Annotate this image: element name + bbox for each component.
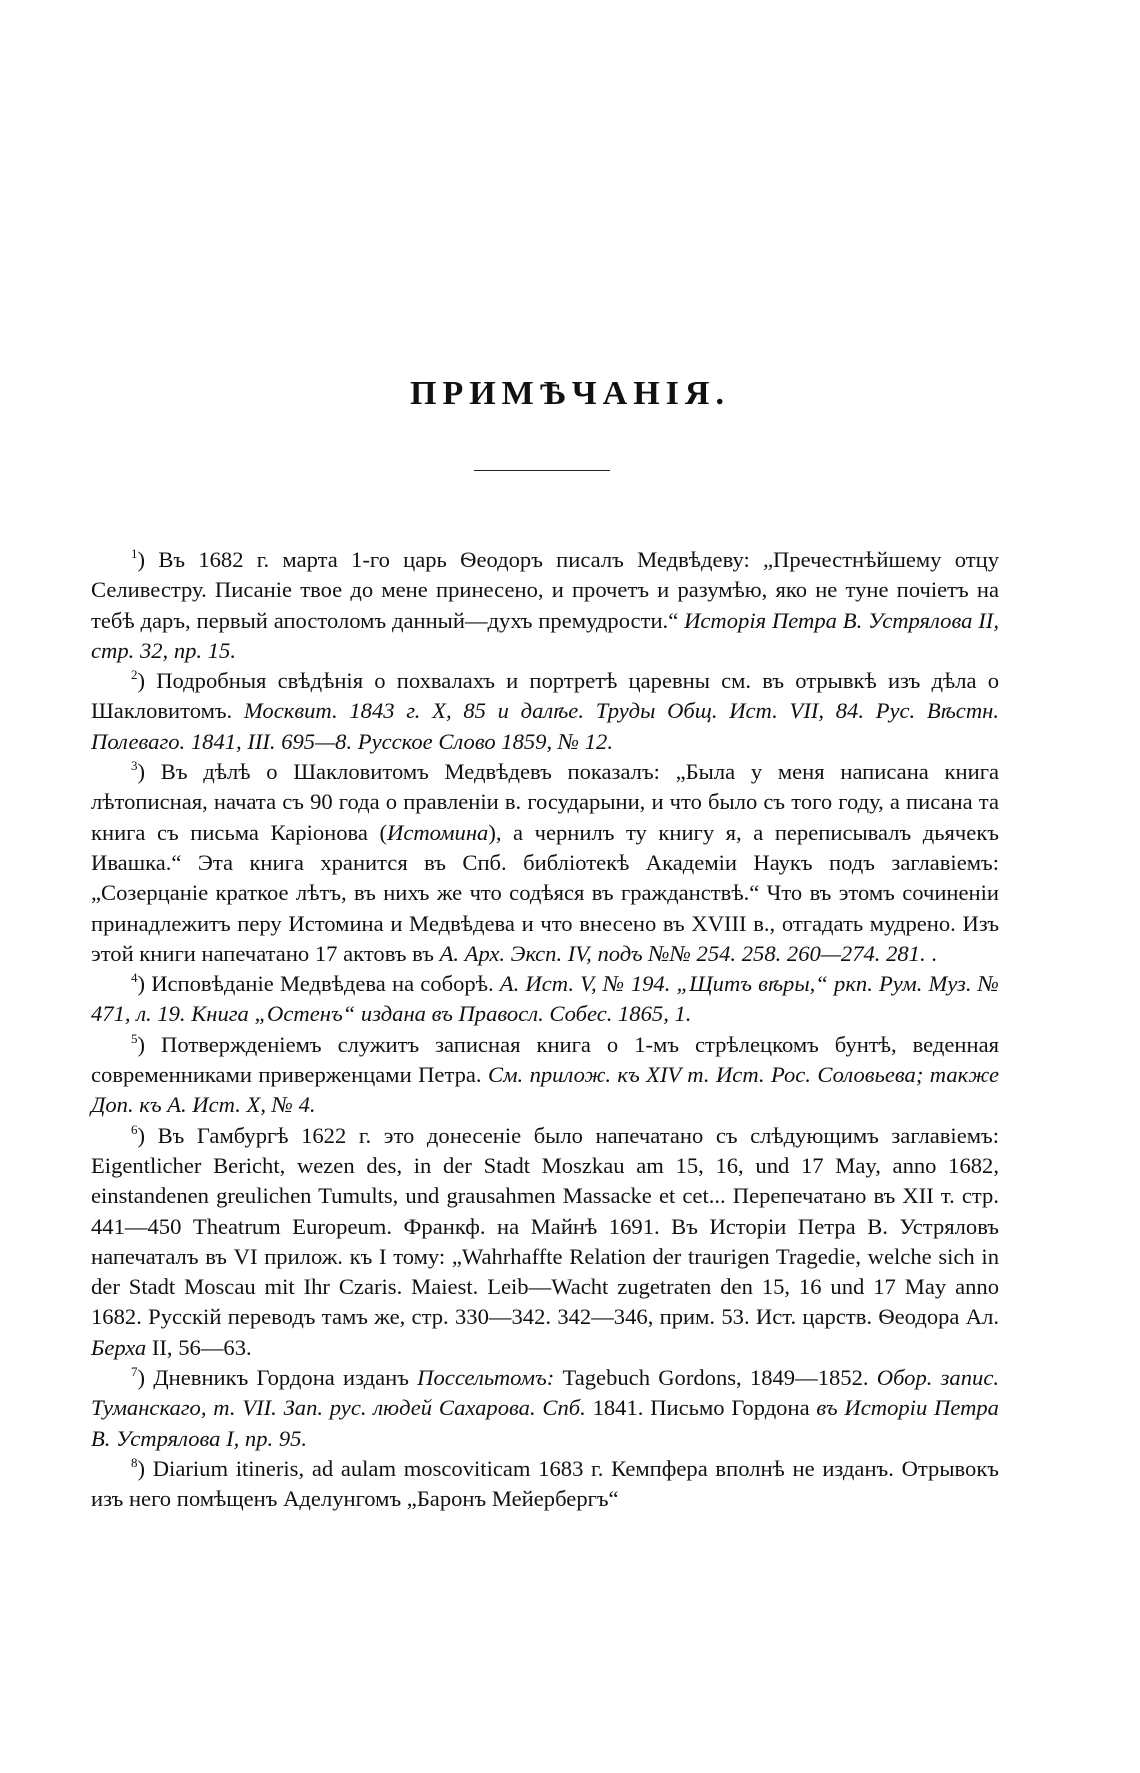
note-2-marker: 2 [131, 667, 138, 683]
note-8 [91, 1454, 999, 1515]
note-4-text: Исповѣданіе Медвѣдева на соборѣ. [151, 971, 500, 997]
note-3-marker-paren: ) [137, 759, 146, 785]
note-1-citation: Исторія Петра В. Устрялова II, стр. 32, пр. 15. [91, 607, 999, 663]
note-8-marker-paren: ) [137, 1455, 146, 1481]
note-7 [91, 1363, 999, 1454]
note-5-marker: 5 [131, 1030, 138, 1046]
note-2-text: Подробныя свѣдѣнія о похвалахъ и портретѣ царевны см. въ отрывкѣ изъ дѣла о Шакловитомъ. [91, 668, 999, 724]
note-7-text-c: 1841. Письмо Гордона [585, 1395, 817, 1421]
note-1-marker: 1 [131, 546, 138, 561]
note-7-text-a: Дневникъ Гордона изданъ [153, 1365, 418, 1391]
note-7-editor: Поссельтомъ: [417, 1365, 555, 1391]
note-2-marker-paren: ) [137, 668, 146, 694]
note-3-citation: А. Арх. Эксп. IV, подъ №№ 254. 258. 260—274. 281. [439, 940, 926, 966]
note-3 [91, 757, 999, 969]
note-6 [91, 1121, 999, 1363]
note-7-citation-a: Обор. запис. Туманскаго, т. VII. Зап. рус. людей Сахарова. Спб. [91, 1365, 999, 1421]
note-1-text: Въ 1682 г. марта 1-го царь Ѳеодоръ писалъ Медвѣдеву: „Пречестнѣйшему отцу Селивестру. Писаніе твое до мене принесено, и прочетъ и разумѣю, яко не туне почіетъ на тебѣ даръ, первый апостоломъ данный—духъ премудрости.“ [91, 547, 999, 633]
page-title: ПРИМѢЧАНІЯ. [410, 375, 730, 412]
note-3-text-b: ), а чернилъ ту книгу я, а переписывалъ дьячекъ Ивашка.“ Эта книга хранится въ Спб. библіотекѣ Академіи Наукъ подъ заглавіемъ: „Созерцаніе краткое лѣтъ, въ нихъ же что содѣяся въ гражданствѣ.“ Что въ этомъ сочиненіи принадлежитъ перу Истомина и Медвѣдева и что внесено въ XVIII в., отгадать мудрено. Изъ этой книги напечатано 17 актовъ въ [91, 819, 999, 966]
notes-list [91, 545, 999, 1515]
note-7-marker: 7 [131, 1364, 138, 1380]
note-3-name: Истомина [387, 819, 489, 845]
note-5-citation: См. прилож. къ XIV т. Ист. Рос. Соловьева; также Доп. къ А. Ист. X, № 4. [91, 1062, 999, 1118]
note-5-text: Потвержденіемъ служитъ записная книга о 1-мъ стрѣлецкомъ бунтѣ, веденная современниками приверженцами Петра. [91, 1031, 999, 1088]
note-5 [91, 1030, 999, 1121]
note-7-citation-b: въ Исторіи Петра В. Устрялова I, пр. 95. [91, 1395, 999, 1451]
note-6-text-b: II, 56—63. [146, 1334, 252, 1360]
note-1-marker-paren: ) [137, 547, 146, 572]
note-4-marker: 4 [131, 970, 138, 986]
note-2 [91, 666, 999, 757]
note-8-text: Diarium itineris, ad aulam moscoviticam 1683 г. Кемпфера вполнѣ не изданъ. Отрывокъ изъ него помѣщенъ Аделунгомъ „Баронъ Мейербергъ“ [91, 1455, 999, 1512]
note-5-marker-paren: ) [137, 1031, 146, 1057]
note-6-marker: 6 [131, 1121, 138, 1137]
note-2-citation: Москвит. 1843 г. X, 85 и далѣе. Труды Общ. Ист. VII, 84. Рус. Вѣстн. Полеваго. 1841, III. 695—8. Русское Слово 1859, № 12. [91, 698, 999, 754]
note-7-marker-paren: ) [137, 1365, 146, 1391]
note-3-tail: . [925, 940, 937, 966]
note-8-marker: 8 [131, 1454, 138, 1470]
note-7-text-b: Tagebuch Gordons, 1849—1852. [554, 1365, 877, 1391]
note-4-citation: А. Ист. V, № 194. „Щитъ вѣры,“ ркп. Рум. Муз. № 471, л. 19. Книга „Остенъ“ издана въ Правосл. Собес. 1865, 1. [91, 971, 999, 1027]
note-6-author: Берха [91, 1334, 147, 1360]
note-3-text-a: Въ дѣлѣ о Шакловитомъ Медвѣдевъ показалъ: „Была у меня написана книга лѣтописная, начата съ 90 года о правленіи в. государыни, и что было съ того году, а писана та книга съ письма Каріонова ( [91, 759, 999, 845]
note-3-marker: 3 [131, 758, 138, 774]
note-4 [91, 969, 999, 1030]
title-divider [474, 470, 610, 471]
note-6-marker-paren: ) [137, 1122, 146, 1148]
note-1 [91, 545, 999, 666]
note-6-text-a: Въ Гамбургѣ 1622 г. это донесеніе было напечатано съ слѣдующимъ заглавіемъ: Eigentlicher Bericht, wezen des, in der Stadt Moszkau am 15, 16, und 17 May, anno 1682, einstandenen greulichen Tumults, und grausahmen Massacke et cet... Перепечатано въ XII т. стр. 441—450 Theatrum Europeum. Франкф. на Майнѣ 1691. Въ Исторіи Петра В. Устряловъ напечаталъ въ VI прилож. къ I тому: „Wahrhaffte Relation der traurigen Tragedie, welche sich in der Stadt Moscau mit Ihr Czaris. Maiest. Leib—Wacht zugetraten den 15, 16 und 17 May anno 1682. Русскій переводъ тамъ же, стр. 330—342. 342—346, прим. 53. Ист. царств. Ѳеодора Ал. [91, 1122, 999, 1330]
note-4-marker-paren: ) [137, 971, 146, 997]
